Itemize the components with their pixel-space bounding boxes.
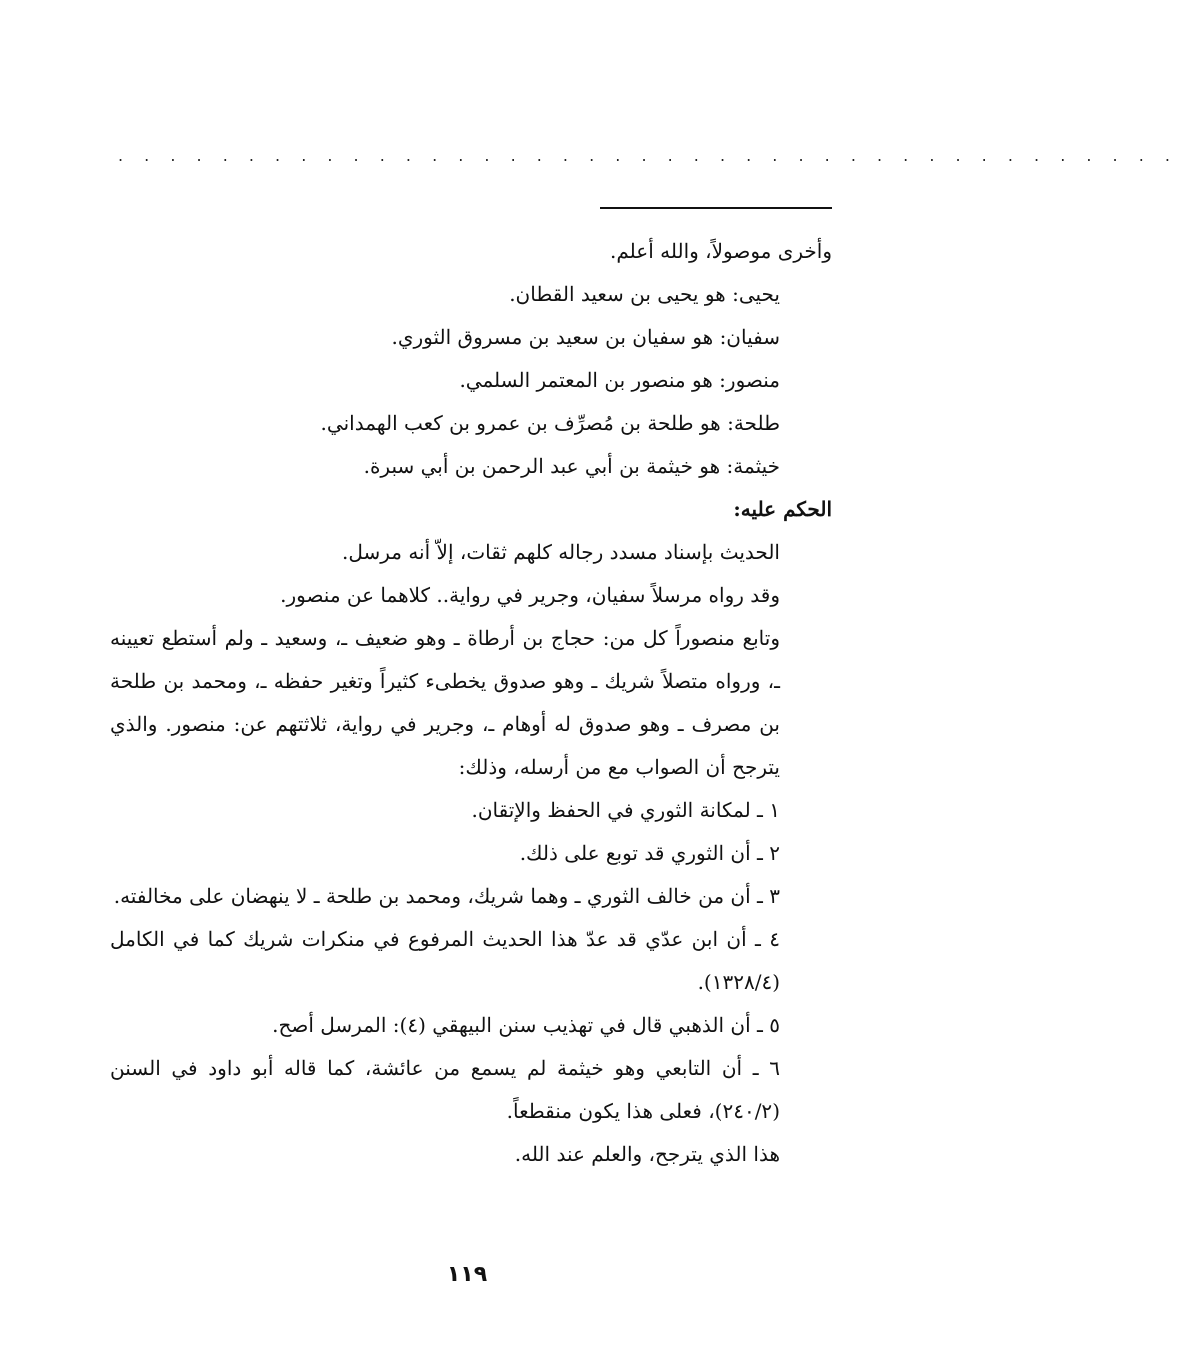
narrator-note-khaythama: خيثمة: هو خيثمة بن أبي عبد الرحمن بن أبي سبرة. bbox=[363, 454, 780, 478]
footnote-rule bbox=[600, 207, 832, 209]
page-body bbox=[110, 230, 832, 1176]
page-number: ١١٩ bbox=[446, 1262, 488, 1287]
list-item-6: ٦ ـ أن التابعي وهو خيثمة لم يسمع من عائشة، كما قاله أبو داود في السنن (٢٤٠/٢)، فعلى هذا يكون منقطعاً. bbox=[110, 1056, 780, 1123]
list-item-4: ٤ ـ أن ابن عدّي قد عدّ هذا الحديث المرفوع في منكرات شريك كما في الكامل (١٣٢٨/٤). bbox=[110, 927, 780, 994]
narrator-note-yahya: يحيى: هو يحيى بن سعيد القطان. bbox=[509, 282, 780, 306]
narrator-note-sufyan: سفيان: هو سفيان بن سعيد بن مسروق الثوري. bbox=[391, 325, 780, 349]
section-heading: الحكم عليه: bbox=[733, 497, 832, 521]
list-item-3: ٣ ـ أن من خالف الثوري ـ وهما شريك، ومحمد بن طلحة ـ لا ينهضان على مخالفته. bbox=[113, 884, 780, 908]
separator-dots: . . . . . . . . . . . . . . . . . . . . . . . . . . . . . . . . . . . . . . . . . bbox=[118, 146, 1178, 165]
text-line: وأخرى موصولاً، والله أعلم. bbox=[610, 239, 832, 263]
paragraph: وتابع منصوراً كل من: حجاج بن أرطاة ـ وهو ضعيف ـ، وسعيد ـ ولم أستطع تعيينه ـ، ورواه متصلاً شريك ـ وهو صدوق يخطىء كثيراً وتغير حفظه ـ، ومحمد بن طلحة بن مصرف ـ وهو صدوق له أوهام ـ، وجرير في رواية، ثلاثتهم عن: منصور. والذي يترجح أن الصواب مع من أرسله، وذلك: bbox=[110, 626, 780, 779]
list-item-5: ٥ ـ أن الذهبي قال في تهذيب سنن البيهقي (٤): المرسل أصح. bbox=[272, 1013, 780, 1037]
list-item-2: ٢ ـ أن الثوري قد توبع على ذلك. bbox=[519, 841, 780, 865]
closing-line: هذا الذي يترجح، والعلم عند الله. bbox=[514, 1142, 780, 1166]
narrator-note-talha: طلحة: هو طلحة بن مُصرِّف بن عمرو بن كعب الهمداني. bbox=[320, 411, 780, 435]
paragraph: وقد رواه مرسلاً سفيان، وجرير في رواية.. كلاهما عن منصور. bbox=[280, 583, 780, 607]
list-item-1: ١ ـ لمكانة الثوري في الحفظ والإتقان. bbox=[471, 798, 780, 822]
narrator-note-mansur: منصور: هو منصور بن المعتمر السلمي. bbox=[459, 368, 780, 392]
paragraph: الحديث بإسناد مسدد رجاله كلهم ثقات، إلاّ أنه مرسل. bbox=[341, 540, 780, 564]
